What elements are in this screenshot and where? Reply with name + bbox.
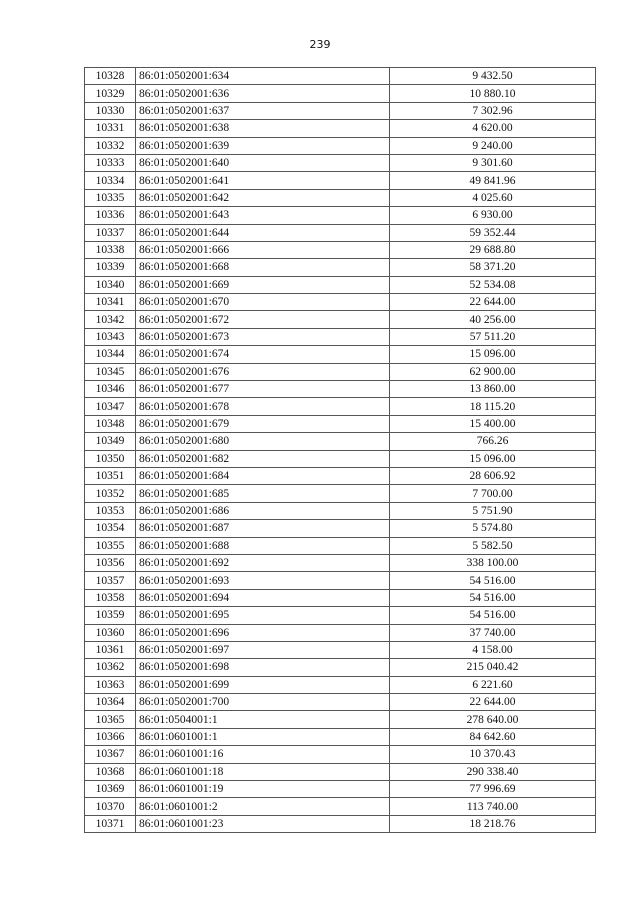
- value-cell: 62 900.00: [390, 363, 596, 380]
- table-row: [85, 589, 596, 606]
- row-number-cell: 10345: [85, 363, 136, 380]
- table-row: [85, 398, 596, 415]
- value-cell: 40 256.00: [390, 311, 596, 328]
- table-row: [85, 276, 596, 293]
- row-number-cell: 10353: [85, 502, 136, 519]
- table-row: [85, 363, 596, 380]
- row-number-cell: 10337: [85, 224, 136, 241]
- value-cell: 77 996.69: [390, 781, 596, 798]
- table-row: [85, 224, 596, 241]
- value-cell: 6 221.60: [390, 676, 596, 693]
- cadastral-number-cell: 86:01:0502001:676: [136, 363, 390, 380]
- cadastral-number-cell: 86:01:0502001:643: [136, 207, 390, 224]
- cadastral-number-cell: 86:01:0502001:698: [136, 659, 390, 676]
- row-number-cell: 10361: [85, 641, 136, 658]
- cadastral-number-cell: 86:01:0502001:695: [136, 607, 390, 624]
- row-number-cell: 10363: [85, 676, 136, 693]
- cadastral-number-cell: 86:01:0502001:637: [136, 102, 390, 119]
- cadastral-number-cell: 86:01:0502001:678: [136, 398, 390, 415]
- row-number-cell: 10334: [85, 172, 136, 189]
- table-row: [85, 311, 596, 328]
- row-number-cell: 10354: [85, 520, 136, 537]
- row-number-cell: 10366: [85, 728, 136, 745]
- table-row: [85, 68, 596, 85]
- row-number-cell: 10355: [85, 537, 136, 554]
- cadastral-number-cell: 86:01:0502001:640: [136, 154, 390, 171]
- table-row: [85, 120, 596, 137]
- value-cell: 22 644.00: [390, 694, 596, 711]
- table-row: [85, 502, 596, 519]
- row-number-cell: 10349: [85, 433, 136, 450]
- cadastral-number-cell: 86:01:0502001:673: [136, 328, 390, 345]
- value-cell: 290 338.40: [390, 763, 596, 780]
- table-row: [85, 450, 596, 467]
- cadastral-number-cell: 86:01:0502001:697: [136, 641, 390, 658]
- cadastral-number-cell: 86:01:0502001:693: [136, 572, 390, 589]
- table-row: [85, 520, 596, 537]
- table-row: [85, 641, 596, 658]
- cadastral-number-cell: 86:01:0502001:670: [136, 294, 390, 311]
- table-row: [85, 154, 596, 171]
- row-number-cell: 10333: [85, 154, 136, 171]
- cadastral-number-cell: 86:01:0502001:644: [136, 224, 390, 241]
- cadastral-number-cell: 86:01:0502001:669: [136, 276, 390, 293]
- value-cell: 54 516.00: [390, 607, 596, 624]
- row-number-cell: 10331: [85, 120, 136, 137]
- table-row: [85, 572, 596, 589]
- row-number-cell: 10362: [85, 659, 136, 676]
- row-number-cell: 10358: [85, 589, 136, 606]
- value-cell: 7 700.00: [390, 485, 596, 502]
- cadastral-number-cell: 86:01:0601001:1: [136, 728, 390, 745]
- table-row: [85, 467, 596, 484]
- value-cell: 28 606.92: [390, 467, 596, 484]
- row-number-cell: 10352: [85, 485, 136, 502]
- row-number-cell: 10367: [85, 746, 136, 763]
- value-cell: 766.26: [390, 433, 596, 450]
- cadastral-number-cell: 86:01:0502001:674: [136, 346, 390, 363]
- cadastral-number-cell: 86:01:0502001:686: [136, 502, 390, 519]
- row-number-cell: 10360: [85, 624, 136, 641]
- cadastral-number-cell: 86:01:0502001:666: [136, 241, 390, 258]
- table-row: [85, 137, 596, 154]
- cadastral-number-cell: 86:01:0502001:672: [136, 311, 390, 328]
- row-number-cell: 10342: [85, 311, 136, 328]
- value-cell: 54 516.00: [390, 589, 596, 606]
- row-number-cell: 10364: [85, 694, 136, 711]
- row-number-cell: 10359: [85, 607, 136, 624]
- cadastral-number-cell: 86:01:0502001:634: [136, 68, 390, 85]
- cadastral-number-cell: 86:01:0502001:692: [136, 554, 390, 571]
- row-number-cell: 10370: [85, 798, 136, 815]
- cadastral-number-cell: 86:01:0502001:639: [136, 137, 390, 154]
- value-cell: 13 860.00: [390, 381, 596, 398]
- table-row: [85, 607, 596, 624]
- value-cell: 10 370.43: [390, 746, 596, 763]
- value-cell: 18 115.20: [390, 398, 596, 415]
- value-cell: 4 158.00: [390, 641, 596, 658]
- table-row: [85, 485, 596, 502]
- row-number-cell: 10340: [85, 276, 136, 293]
- value-cell: 5 751.90: [390, 502, 596, 519]
- row-number-cell: 10329: [85, 85, 136, 102]
- value-cell: 37 740.00: [390, 624, 596, 641]
- table-row: [85, 711, 596, 728]
- value-cell: 5 574.80: [390, 520, 596, 537]
- cadastral-number-cell: 86:01:0502001:636: [136, 85, 390, 102]
- value-cell: 9 432.50: [390, 68, 596, 85]
- table-row: [85, 815, 596, 832]
- cadastral-number-cell: 86:01:0502001:638: [136, 120, 390, 137]
- cadastral-number-cell: 86:01:0502001:696: [136, 624, 390, 641]
- value-cell: 7 302.96: [390, 102, 596, 119]
- value-cell: 113 740.00: [390, 798, 596, 815]
- cadastral-number-cell: 86:01:0502001:668: [136, 259, 390, 276]
- value-cell: 278 640.00: [390, 711, 596, 728]
- table-row: [85, 554, 596, 571]
- table-row: [85, 781, 596, 798]
- table-row: [85, 172, 596, 189]
- cadastral-number-cell: 86:01:0502001:700: [136, 694, 390, 711]
- table-row: [85, 746, 596, 763]
- value-cell: 338 100.00: [390, 554, 596, 571]
- table-row: [85, 328, 596, 345]
- value-cell: 6 930.00: [390, 207, 596, 224]
- cadastral-number-cell: 86:01:0502001:682: [136, 450, 390, 467]
- cadastral-number-cell: 86:01:0601001:23: [136, 815, 390, 832]
- cadastral-number-cell: 86:01:0502001:641: [136, 172, 390, 189]
- table-row: [85, 763, 596, 780]
- value-cell: 15 400.00: [390, 415, 596, 432]
- cadastral-number-cell: 86:01:0502001:642: [136, 189, 390, 206]
- table-row: [85, 659, 596, 676]
- table-row: [85, 381, 596, 398]
- table-row: [85, 798, 596, 815]
- row-number-cell: 10346: [85, 381, 136, 398]
- cadastral-number-cell: 86:01:0504001:1: [136, 711, 390, 728]
- table-row: [85, 415, 596, 432]
- value-cell: 54 516.00: [390, 572, 596, 589]
- value-cell: 5 582.50: [390, 537, 596, 554]
- row-number-cell: 10369: [85, 781, 136, 798]
- cadastral-number-cell: 86:01:0601001:18: [136, 763, 390, 780]
- value-cell: 9 240.00: [390, 137, 596, 154]
- table-row: [85, 241, 596, 258]
- table-row: [85, 676, 596, 693]
- cadastral-number-cell: 86:01:0502001:687: [136, 520, 390, 537]
- value-cell: 15 096.00: [390, 450, 596, 467]
- table-row: [85, 259, 596, 276]
- value-cell: 10 880.10: [390, 85, 596, 102]
- table-row: [85, 694, 596, 711]
- row-number-cell: 10350: [85, 450, 136, 467]
- row-number-cell: 10332: [85, 137, 136, 154]
- table-row: [85, 728, 596, 745]
- table-row: [85, 102, 596, 119]
- row-number-cell: 10347: [85, 398, 136, 415]
- cadastral-number-cell: 86:01:0502001:679: [136, 415, 390, 432]
- page-number: 239: [309, 38, 331, 51]
- value-cell: 59 352.44: [390, 224, 596, 241]
- value-cell: 84 642.60: [390, 728, 596, 745]
- cadastral-number-cell: 86:01:0502001:699: [136, 676, 390, 693]
- table-row: [85, 433, 596, 450]
- row-number-cell: 10328: [85, 68, 136, 85]
- value-cell: 52 534.08: [390, 276, 596, 293]
- value-cell: 15 096.00: [390, 346, 596, 363]
- value-cell: 57 511.20: [390, 328, 596, 345]
- row-number-cell: 10348: [85, 415, 136, 432]
- value-cell: 29 688.80: [390, 241, 596, 258]
- cadastral-number-cell: 86:01:0502001:688: [136, 537, 390, 554]
- row-number-cell: 10368: [85, 763, 136, 780]
- row-number-cell: 10341: [85, 294, 136, 311]
- row-number-cell: 10365: [85, 711, 136, 728]
- value-cell: 22 644.00: [390, 294, 596, 311]
- value-cell: 58 371.20: [390, 259, 596, 276]
- row-number-cell: 10335: [85, 189, 136, 206]
- value-cell: 49 841.96: [390, 172, 596, 189]
- cadastral-number-cell: 86:01:0502001:677: [136, 381, 390, 398]
- row-number-cell: 10336: [85, 207, 136, 224]
- value-cell: 4 620.00: [390, 120, 596, 137]
- table-row: [85, 537, 596, 554]
- row-number-cell: 10356: [85, 554, 136, 571]
- row-number-cell: 10357: [85, 572, 136, 589]
- cadastral-number-cell: 86:01:0601001:16: [136, 746, 390, 763]
- value-cell: 18 218.76: [390, 815, 596, 832]
- table-row: [85, 294, 596, 311]
- table-row: [85, 207, 596, 224]
- table-row: [85, 85, 596, 102]
- row-number-cell: 10338: [85, 241, 136, 258]
- row-number-cell: 10339: [85, 259, 136, 276]
- row-number-cell: 10371: [85, 815, 136, 832]
- table-row: [85, 189, 596, 206]
- cadastral-number-cell: 86:01:0502001:694: [136, 589, 390, 606]
- cadastral-number-cell: 86:01:0601001:19: [136, 781, 390, 798]
- table-row: [85, 624, 596, 641]
- cadastral-number-cell: 86:01:0502001:684: [136, 467, 390, 484]
- cadastral-number-cell: 86:01:0601001:2: [136, 798, 390, 815]
- row-number-cell: 10343: [85, 328, 136, 345]
- cadastral-number-cell: 86:01:0502001:685: [136, 485, 390, 502]
- table-row: [85, 346, 596, 363]
- cadastral-number-cell: 86:01:0502001:680: [136, 433, 390, 450]
- value-cell: 215 040.42: [390, 659, 596, 676]
- row-number-cell: 10330: [85, 102, 136, 119]
- row-number-cell: 10351: [85, 467, 136, 484]
- data-table: [84, 67, 596, 833]
- value-cell: 9 301.60: [390, 154, 596, 171]
- row-number-cell: 10344: [85, 346, 136, 363]
- table-body: [85, 68, 596, 833]
- value-cell: 4 025.60: [390, 189, 596, 206]
